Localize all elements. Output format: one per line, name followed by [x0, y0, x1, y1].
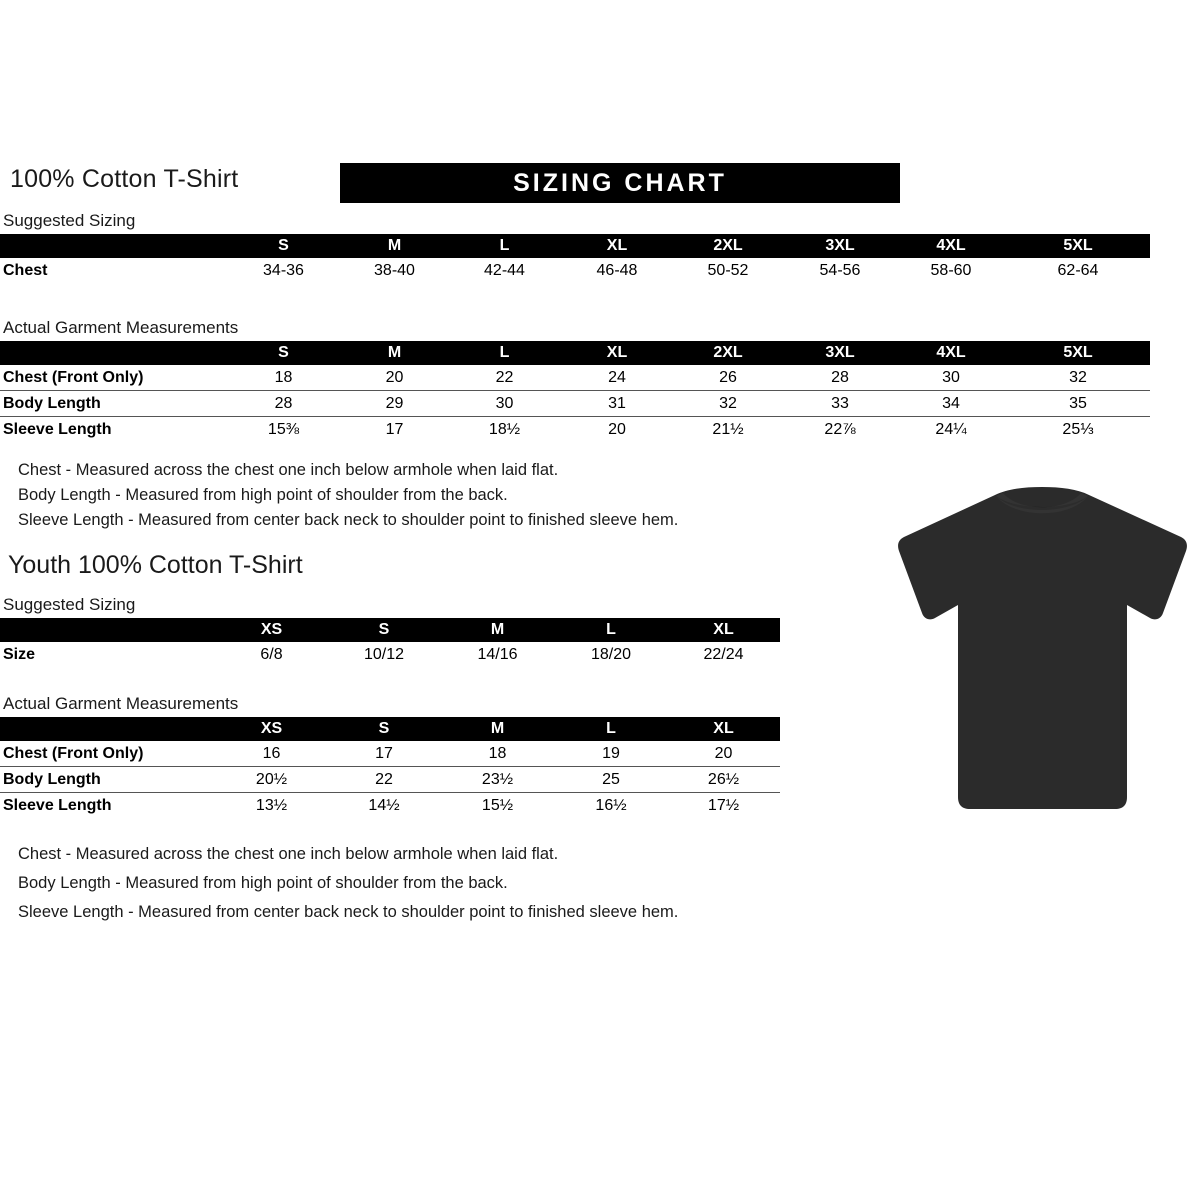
adult-actual-cell: 35 [1006, 391, 1150, 417]
table-row [0, 741, 780, 767]
adult-suggested-row-label: Chest [3, 261, 48, 279]
table-header-row [0, 234, 1150, 258]
adult-section-title: 100% Cotton T-Shirt [10, 165, 239, 193]
youth-actual-cell: 14½ [368, 796, 400, 814]
youth-suggested-size-header: XL [713, 621, 734, 638]
adult-suggested-size-header: 2XL [713, 237, 743, 254]
adult-actual-cell: 17 [385, 420, 404, 438]
adult-actual-cell: 26 [672, 365, 784, 391]
table-row [0, 365, 1150, 391]
adult-actual-cell: 28 [784, 365, 896, 391]
adult-note-body-length: Body Length - Measured from high point of shoulder from the back. [18, 486, 508, 504]
youth-actual-row-label: Body Length [0, 767, 215, 793]
adult-actual-row-label: Sleeve Length [3, 420, 112, 438]
table-row [0, 767, 780, 793]
youth-actual-cell: 15½ [481, 796, 514, 814]
adult-suggested-sizing-label: Suggested Sizing [3, 211, 136, 230]
adult-suggested-cell: 54-56 [819, 261, 861, 279]
table-row [0, 417, 1150, 443]
adult-suggested-sizing-table [0, 234, 1150, 283]
youth-actual-cell: 26½ [667, 767, 780, 793]
adult-actual-size-header: S [278, 344, 289, 361]
adult-actual-cell: 30 [447, 391, 562, 417]
youth-suggested-cell: 6/8 [260, 645, 283, 663]
youth-actual-size-header: M [490, 720, 505, 737]
adult-actual-cell: 18½ [488, 420, 521, 438]
adult-actual-row-label: Body Length [0, 391, 225, 417]
adult-suggested-cell: 34-36 [263, 261, 304, 279]
adult-actual-cell: 30 [896, 365, 1006, 391]
adult-actual-cell: 29 [342, 391, 447, 417]
adult-suggested-size-header: XL [606, 237, 628, 254]
adult-actual-cell: 31 [562, 391, 672, 417]
youth-suggested-size-header: XS [260, 621, 283, 638]
table-header-row [0, 618, 780, 642]
sizing-chart-banner-label: SIZING CHART [513, 169, 727, 197]
youth-suggested-sizing-label: Suggested Sizing [3, 595, 136, 614]
adult-actual-cell: 32 [672, 391, 784, 417]
youth-actual-measurements-table [0, 717, 780, 818]
sizing-chart-banner [340, 163, 900, 203]
adult-suggested-size-header: 4XL [936, 237, 966, 254]
adult-suggested-cell: 62-64 [1057, 261, 1099, 279]
adult-suggested-size-header: 5XL [1063, 237, 1093, 254]
adult-actual-size-header: 3XL [825, 344, 855, 361]
youth-actual-cell: 18 [440, 741, 555, 767]
adult-actual-cell: 22⅞ [824, 420, 856, 438]
youth-actual-corner-header [0, 717, 215, 741]
youth-note-chest: Chest - Measured across the chest one inch below armhole when laid flat. [18, 845, 559, 863]
youth-suggested-cell: 18/20 [590, 645, 632, 663]
adult-suggested-cell: 42-44 [484, 261, 525, 279]
adult-actual-cell: 18 [225, 365, 342, 391]
adult-actual-size-header: XL [606, 344, 628, 361]
youth-suggested-row-label: Size [3, 645, 36, 663]
adult-actual-cell: 28 [225, 391, 342, 417]
youth-actual-size-header: XS [260, 720, 283, 737]
adult-suggested-size-header: L [499, 237, 510, 254]
youth-suggested-cell: 10/12 [363, 645, 405, 663]
adult-actual-cell: 21½ [712, 420, 744, 438]
youth-note-body-length: Body Length - Measured from high point of shoulder from the back. [18, 874, 508, 892]
adult-suggested-corner-header [0, 234, 225, 258]
table-row [0, 258, 1150, 283]
adult-actual-size-header: 5XL [1063, 344, 1093, 361]
youth-suggested-sizing-table [0, 618, 780, 667]
youth-actual-cell: 22 [328, 767, 440, 793]
youth-actual-cell: 16½ [595, 796, 627, 814]
adult-actual-size-header: 4XL [936, 344, 966, 361]
adult-actual-cell: 24 [562, 365, 672, 391]
adult-actual-cell: 15⅜ [267, 420, 300, 438]
youth-suggested-cell: 22/24 [703, 645, 744, 663]
adult-actual-cell: 20 [342, 365, 447, 391]
adult-actual-size-header: 2XL [713, 344, 743, 361]
youth-suggested-cell: 14/16 [477, 645, 518, 663]
adult-actual-cell: 32 [1006, 365, 1150, 391]
table-row [0, 793, 780, 819]
adult-note-sleeve-length: Sleeve Length - Measured from center back neck to shoulder point to finished sleeve hem. [18, 511, 679, 529]
adult-actual-size-header: M [387, 344, 402, 361]
adult-suggested-cell: 38-40 [374, 261, 415, 279]
youth-actual-cell: 25 [555, 767, 667, 793]
table-row [0, 642, 780, 667]
adult-suggested-size-header: 3XL [825, 237, 855, 254]
adult-actual-measurements-label: Actual Garment Measurements [3, 318, 239, 337]
youth-section-title: Youth 100% Cotton T-Shirt [8, 551, 303, 579]
youth-actual-cell: 17½ [707, 796, 740, 814]
adult-suggested-cell: 50-52 [707, 261, 749, 279]
adult-actual-size-header: L [499, 344, 510, 361]
youth-actual-cell: 23½ [440, 767, 555, 793]
youth-actual-measurements-label: Actual Garment Measurements [3, 694, 239, 713]
adult-actual-cell: 24¼ [935, 420, 967, 438]
youth-actual-cell: 13½ [255, 796, 288, 814]
adult-actual-row-label: Chest (Front Only) [0, 365, 225, 391]
youth-actual-cell: 20½ [215, 767, 328, 793]
table-header-row [0, 341, 1150, 365]
table-header-row [0, 717, 780, 741]
black-tshirt-image [895, 485, 1190, 815]
youth-suggested-corner-header [0, 618, 215, 642]
adult-suggested-size-header: S [278, 237, 289, 254]
youth-actual-row-label: Chest (Front Only) [0, 741, 215, 767]
youth-actual-size-header: L [606, 720, 616, 737]
adult-suggested-size-header: M [387, 237, 402, 254]
adult-actual-cell: 22 [447, 365, 562, 391]
adult-actual-cell: 34 [896, 391, 1006, 417]
youth-actual-row-label: Sleeve Length [3, 796, 112, 814]
youth-actual-cell: 20 [667, 741, 780, 767]
adult-actual-measurements-table [0, 341, 1150, 442]
adult-actual-cell: 33 [784, 391, 896, 417]
youth-note-sleeve-length: Sleeve Length - Measured from center back neck to shoulder point to finished sleeve hem. [18, 903, 679, 921]
adult-note-chest: Chest - Measured across the chest one inch below armhole when laid flat. [18, 461, 559, 479]
youth-suggested-size-header: M [490, 621, 505, 638]
youth-suggested-size-header: L [606, 621, 616, 638]
table-row [0, 391, 1150, 417]
youth-suggested-size-header: S [378, 621, 390, 638]
youth-actual-cell: 17 [328, 741, 440, 767]
youth-actual-size-header: XL [713, 720, 734, 737]
adult-actual-cell: 25⅓ [1062, 420, 1094, 438]
adult-suggested-cell: 46-48 [596, 261, 638, 279]
youth-actual-size-header: S [378, 720, 390, 737]
adult-actual-cell: 20 [608, 420, 626, 438]
youth-actual-cell: 16 [215, 741, 328, 767]
youth-actual-cell: 19 [555, 741, 667, 767]
adult-actual-corner-header [0, 341, 225, 365]
adult-suggested-cell: 58-60 [930, 261, 972, 279]
